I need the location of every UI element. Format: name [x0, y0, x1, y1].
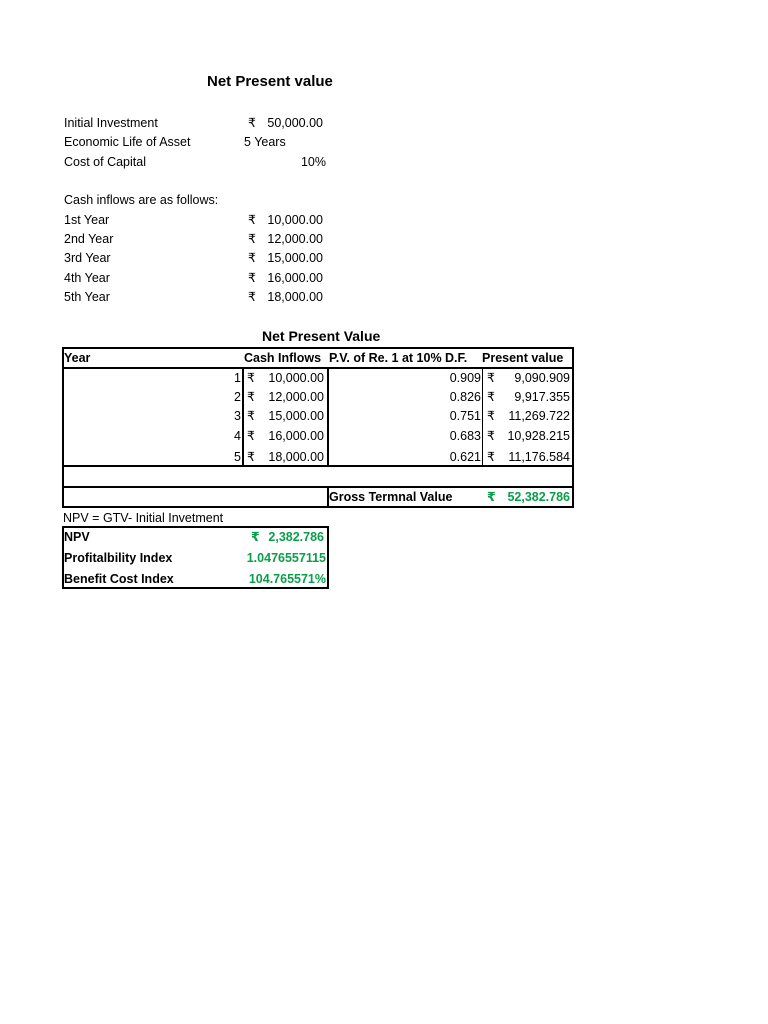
currency-symbol: ₹: [247, 409, 255, 423]
table-border: [62, 465, 574, 467]
table-row-factor: 0.909: [449, 371, 481, 385]
cash-inflows-intro: Cash inflows are as follows:: [64, 193, 219, 207]
cash-inflow-value: 16,000.00: [267, 271, 323, 285]
currency-symbol: ₹: [248, 251, 256, 265]
table-row-year: 4: [234, 429, 241, 443]
header-cash-inflows: Cash Inflows: [244, 351, 322, 365]
table-row-present-value: 11,269.722: [508, 409, 570, 423]
header-year: Year: [64, 351, 91, 365]
currency-symbol: ₹: [248, 232, 256, 246]
npv-label: NPV: [64, 530, 90, 544]
table-border: [62, 367, 574, 369]
table-border: [327, 367, 329, 467]
currency-symbol: ₹: [247, 429, 255, 443]
currency-symbol: ₹: [247, 450, 255, 464]
table-row-year: 1: [234, 371, 241, 385]
currency-symbol: ₹: [248, 116, 256, 130]
currency-symbol: ₹: [487, 429, 495, 443]
npv-formula: NPV = GTV- Initial Invetment: [63, 511, 224, 525]
table-row-present-value: 9,917.355: [514, 390, 570, 404]
page-title: Net Present value: [207, 73, 333, 90]
currency-symbol: ₹: [487, 371, 495, 385]
table-row-cash-inflow: 12,000.00: [268, 390, 324, 404]
table-border: [62, 486, 574, 488]
table-row-year: 3: [234, 409, 241, 423]
currency-symbol: ₹: [487, 390, 495, 404]
table-border: [242, 367, 244, 467]
initial-investment-label: Initial Investment: [64, 116, 158, 130]
table-row-present-value: 11,176.584: [508, 450, 570, 464]
gross-terminal-value-label: Gross Termnal Value: [329, 490, 453, 504]
table-border: [62, 506, 574, 508]
cash-inflow-label: 2nd Year: [64, 232, 114, 246]
table-row-factor: 0.751: [449, 409, 481, 423]
currency-symbol: ₹: [251, 530, 260, 544]
results-border: [62, 587, 329, 589]
table-row-factor: 0.621: [449, 450, 481, 464]
currency-symbol: ₹: [247, 371, 255, 385]
cost-of-capital-value: 10%: [300, 155, 326, 169]
cash-inflow-value: 18,000.00: [267, 290, 323, 304]
npv-value: 2,382.786: [268, 530, 324, 544]
table-row-present-value: 9,090.909: [514, 371, 570, 385]
table-border: [482, 367, 483, 467]
gross-terminal-value: 52,382.786: [507, 490, 570, 504]
table-row-cash-inflow: 16,000.00: [268, 429, 324, 443]
table-row-factor: 0.683: [449, 429, 481, 443]
cash-inflow-value: 15,000.00: [267, 251, 323, 265]
benefit-cost-index-label: Benefit Cost Index: [64, 572, 174, 586]
table-row-cash-inflow: 18,000.00: [268, 450, 324, 464]
table-border: [572, 347, 574, 508]
results-border: [327, 526, 329, 589]
initial-investment-value: 50,000.00: [267, 116, 323, 130]
cost-of-capital-label: Cost of Capital: [64, 155, 146, 169]
table-row-cash-inflow: 10,000.00: [268, 371, 324, 385]
economic-life-label: Economic Life of Asset: [64, 135, 191, 149]
header-present-value: Present value: [482, 351, 564, 365]
table-row-factor: 0.826: [449, 390, 481, 404]
currency-symbol: ₹: [248, 290, 256, 304]
benefit-cost-index-value: 104.765571%: [248, 572, 326, 586]
currency-symbol: ₹: [248, 271, 256, 285]
table-row-year: 5: [234, 450, 241, 464]
currency-symbol: ₹: [487, 409, 495, 423]
cash-inflow-label: 4th Year: [64, 271, 110, 285]
currency-symbol: ₹: [487, 450, 495, 464]
cash-inflow-label: 3rd Year: [64, 251, 111, 265]
results-border: [62, 526, 329, 528]
header-pv-factor: P.V. of Re. 1 at 10% D.F.: [329, 351, 468, 365]
table-row-present-value: 10,928.215: [507, 429, 570, 443]
npv-table-title: Net Present Value: [262, 328, 381, 344]
table-row-year: 2: [234, 390, 241, 404]
cash-inflow-label: 1st Year: [64, 213, 110, 227]
currency-symbol: ₹: [487, 490, 496, 504]
profitability-index-label: Profitalbility Index: [64, 551, 173, 565]
currency-symbol: ₹: [248, 213, 256, 227]
table-row-cash-inflow: 15,000.00: [268, 409, 324, 423]
profitability-index-value: 1.0476557115: [246, 551, 326, 565]
economic-life-value: 5 Years: [244, 135, 286, 149]
cash-inflow-value: 12,000.00: [267, 232, 323, 246]
table-border: [62, 347, 574, 349]
cash-inflow-value: 10,000.00: [267, 213, 323, 227]
currency-symbol: ₹: [247, 390, 255, 404]
cash-inflow-label: 5th Year: [64, 290, 110, 304]
